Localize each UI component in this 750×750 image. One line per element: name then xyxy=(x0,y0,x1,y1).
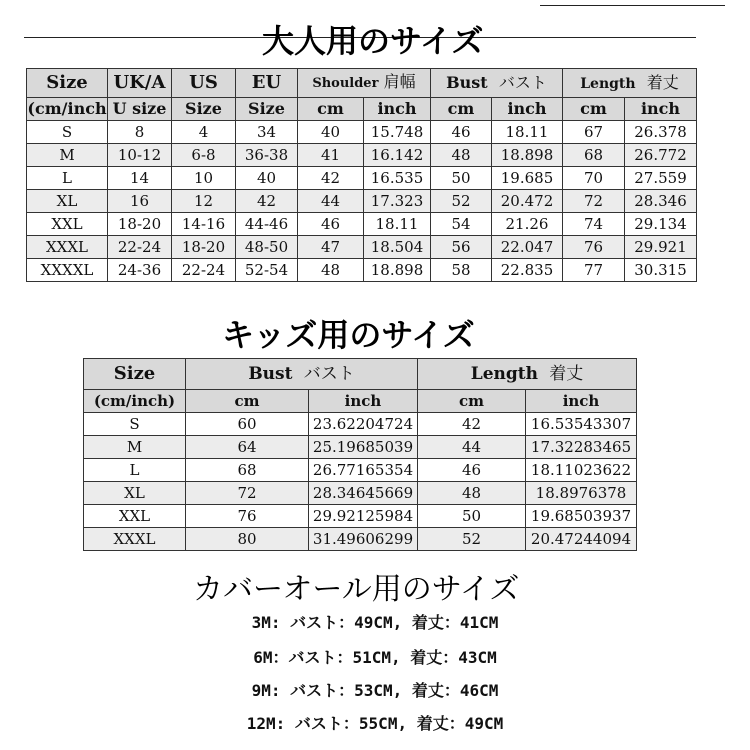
kids-table-row xyxy=(84,482,637,505)
adult-table-cell: 18.11 xyxy=(492,121,563,144)
adult-table-cell: 16.142 xyxy=(364,144,431,167)
adult-table-cell: 19.685 xyxy=(492,167,563,190)
adult-header-row xyxy=(27,69,697,98)
kids-table-cell: 68 xyxy=(186,459,309,482)
adult-table-cell: 67 xyxy=(563,121,625,144)
adult-table-cell: 16 xyxy=(108,190,172,213)
kids-table-cell: 80 xyxy=(186,528,309,551)
adult-table-cell: 8 xyxy=(108,121,172,144)
adult-table-row xyxy=(27,259,697,282)
kids-table-cell: 76 xyxy=(186,505,309,528)
adult-table-cell: 48 xyxy=(298,259,364,282)
adult-length-label: Length xyxy=(580,75,636,92)
adult-shoulder-label: Shoulder xyxy=(312,76,379,91)
adult-bust-label: Bust xyxy=(446,73,488,92)
adult-table-cell: 18.898 xyxy=(492,144,563,167)
adult-table-cell: 18.504 xyxy=(364,236,431,259)
kids-table-cell: 26.77165354 xyxy=(309,459,418,482)
kids-size-table xyxy=(83,358,637,551)
adult-bust-jp: バスト xyxy=(498,73,547,92)
adult-table-cell: 22.047 xyxy=(492,236,563,259)
kids-table-row xyxy=(84,459,637,482)
adult-table-cell: 56 xyxy=(431,236,492,259)
kids-table-cell: XL xyxy=(84,482,186,505)
coverall-line-3m: 3M: バスト：49CM, 着丈：41CM xyxy=(251,613,499,632)
adult-table-cell: 24-36 xyxy=(108,259,172,282)
adult-table-cell: 12 xyxy=(172,190,236,213)
kids-table-cell: 44 xyxy=(418,436,526,459)
adult-table-cell: 22-24 xyxy=(108,236,172,259)
adult-table-cell: XXL xyxy=(27,213,108,236)
adult-table-cell: 4 xyxy=(172,121,236,144)
kids-table-cell: M xyxy=(84,436,186,459)
kids-table-cell: 42 xyxy=(418,413,526,436)
adult-shoulder-jp: 肩幅 xyxy=(383,72,416,91)
kids-table-cell: 17.32283465 xyxy=(526,436,637,459)
adult-table-row xyxy=(27,190,697,213)
kids-table-cell: 20.47244094 xyxy=(526,528,637,551)
adult-table-cell: 26.772 xyxy=(625,144,697,167)
kids-header-row xyxy=(84,359,637,390)
adult-table-cell: 15.748 xyxy=(364,121,431,144)
kids-table-row xyxy=(84,413,637,436)
adult-table-cell: 27.559 xyxy=(625,167,697,190)
kids-length-jp: 着丈 xyxy=(549,364,584,384)
adult-table-cell: 40 xyxy=(298,121,364,144)
adult-table-cell: 10 xyxy=(172,167,236,190)
adult-table-cell: 47 xyxy=(298,236,364,259)
adult-table-cell: L xyxy=(27,167,108,190)
adult-length-jp: 着丈 xyxy=(646,72,679,92)
kids-length-header xyxy=(418,359,637,390)
adult-table-cell: 18-20 xyxy=(172,236,236,259)
kids-table-cell: 60 xyxy=(186,413,309,436)
kids-table-cell: 23.62204724 xyxy=(309,413,418,436)
kids-table-cell: 28.34645669 xyxy=(309,482,418,505)
kids-table-cell: 31.49606299 xyxy=(309,528,418,551)
adult-table-cell: 29.134 xyxy=(625,213,697,236)
kids-size-unit: (cm/inch) xyxy=(84,390,186,413)
adult-uk-sub: U size xyxy=(108,98,172,121)
adult-length-header xyxy=(563,69,697,98)
adult-table-row xyxy=(27,236,697,259)
kids-bust-header xyxy=(186,359,418,390)
adult-table-cell: 68 xyxy=(563,144,625,167)
adult-table-cell: 48 xyxy=(431,144,492,167)
adult-table-cell: XL xyxy=(27,190,108,213)
kids-table-cell: 46 xyxy=(418,459,526,482)
adult-size-title: 大人用のサイズ xyxy=(262,22,484,60)
adult-eu-sub: Size xyxy=(236,98,298,121)
kids-bust-cm: cm xyxy=(186,390,309,413)
adult-table-row xyxy=(27,213,697,236)
adult-table-cell: 14-16 xyxy=(172,213,236,236)
adult-table-cell: 10-12 xyxy=(108,144,172,167)
kids-table-cell: 19.68503937 xyxy=(526,505,637,528)
kids-bust-label: Bust xyxy=(248,364,293,384)
kids-table-cell: 25.19685039 xyxy=(309,436,418,459)
kids-table-cell: 18.11023622 xyxy=(526,459,637,482)
adult-table-cell: 42 xyxy=(298,167,364,190)
kids-length-cm: cm xyxy=(418,390,526,413)
adult-table-cell: 17.323 xyxy=(364,190,431,213)
adult-bust-cm: cm xyxy=(431,98,492,121)
kids-size-title: キッズ用のサイズ xyxy=(222,316,475,354)
adult-table-cell: 50 xyxy=(431,167,492,190)
adult-table-cell: 18-20 xyxy=(108,213,172,236)
adult-table-cell: 42 xyxy=(236,190,298,213)
adult-us-header: US xyxy=(172,69,236,98)
adult-bust-header xyxy=(431,69,563,98)
kids-table-row xyxy=(84,528,637,551)
coverall-line-9m: 9M: バスト：53CM, 着丈：46CM xyxy=(251,681,499,700)
adult-table-cell: 22.835 xyxy=(492,259,563,282)
adult-table-row xyxy=(27,144,697,167)
adult-uk-header: UK/A xyxy=(108,69,172,98)
adult-table-cell: 72 xyxy=(563,190,625,213)
adult-shoulder-header xyxy=(298,69,431,98)
adult-table-cell: 74 xyxy=(563,213,625,236)
adult-table-cell: 46 xyxy=(298,213,364,236)
kids-table-cell: S xyxy=(84,413,186,436)
adult-us-sub: Size xyxy=(172,98,236,121)
adult-table-cell: 48-50 xyxy=(236,236,298,259)
adult-table-cell: 41 xyxy=(298,144,364,167)
adult-table-cell: 52 xyxy=(431,190,492,213)
adult-table-cell: 46 xyxy=(431,121,492,144)
adult-shoulder-cm: cm xyxy=(298,98,364,121)
adult-table-cell: 52-54 xyxy=(236,259,298,282)
kids-table-cell: XXXL xyxy=(84,528,186,551)
adult-length-cm: cm xyxy=(563,98,625,121)
kids-length-label: Length xyxy=(470,364,539,384)
kids-subheader-row xyxy=(84,390,637,413)
kids-table-cell: 72 xyxy=(186,482,309,505)
adult-table-cell: 22-24 xyxy=(172,259,236,282)
coverall-line-6m: 6M：バスト：51CM, 着丈：43CM xyxy=(253,648,497,667)
adult-table-cell: S xyxy=(27,121,108,144)
adult-table-cell: 18.898 xyxy=(364,259,431,282)
adult-table-cell: 34 xyxy=(236,121,298,144)
adult-table-cell: 54 xyxy=(431,213,492,236)
kids-table-cell: 16.53543307 xyxy=(526,413,637,436)
kids-table-row xyxy=(84,505,637,528)
kids-table-cell: 52 xyxy=(418,528,526,551)
top-right-rule xyxy=(540,5,725,6)
kids-table-row xyxy=(84,436,637,459)
adult-table-cell: 29.921 xyxy=(625,236,697,259)
adult-size-table xyxy=(26,68,697,282)
kids-table-cell: 50 xyxy=(418,505,526,528)
kids-rows xyxy=(84,413,637,551)
kids-table-cell: 48 xyxy=(418,482,526,505)
adult-shoulder-inch: inch xyxy=(364,98,431,121)
kids-length-inch: inch xyxy=(526,390,637,413)
adult-table-cell: 21.26 xyxy=(492,213,563,236)
kids-table-cell: 18.8976378 xyxy=(526,482,637,505)
adult-table-cell: 76 xyxy=(563,236,625,259)
adult-table-cell: 36-38 xyxy=(236,144,298,167)
adult-table-cell: 16.535 xyxy=(364,167,431,190)
adult-table-cell: 77 xyxy=(563,259,625,282)
kids-bust-jp: バスト xyxy=(303,364,355,384)
adult-table-cell: 18.11 xyxy=(364,213,431,236)
kids-table-cell: 29.92125984 xyxy=(309,505,418,528)
coverall-line-12m: 12M: バスト：55CM, 着丈：49CM xyxy=(246,714,504,733)
coverall-size-title: カバーオール用のサイズ xyxy=(193,572,520,607)
adult-size-header: Size xyxy=(27,69,108,98)
kids-bust-inch: inch xyxy=(309,390,418,413)
adult-table-cell: 44-46 xyxy=(236,213,298,236)
adult-table-cell: 26.378 xyxy=(625,121,697,144)
kids-size-header: Size xyxy=(84,359,186,390)
adult-subheader-row xyxy=(27,98,697,121)
kids-table-cell: L xyxy=(84,459,186,482)
adult-table-cell: 6-8 xyxy=(172,144,236,167)
adult-table-row xyxy=(27,121,697,144)
adult-bust-inch: inch xyxy=(492,98,563,121)
adult-table-cell: 40 xyxy=(236,167,298,190)
adult-table-cell: 58 xyxy=(431,259,492,282)
adult-length-inch: inch xyxy=(625,98,697,121)
adult-table-cell: XXXL xyxy=(27,236,108,259)
adult-table-cell: 20.472 xyxy=(492,190,563,213)
adult-table-cell: M xyxy=(27,144,108,167)
kids-table-cell: 64 xyxy=(186,436,309,459)
adult-table-cell: 28.346 xyxy=(625,190,697,213)
adult-table-row xyxy=(27,167,697,190)
adult-size-unit: (cm/inch xyxy=(27,98,108,121)
kids-table-cell: XXL xyxy=(84,505,186,528)
adult-rows xyxy=(27,121,697,282)
adult-table-cell: XXXXL xyxy=(27,259,108,282)
adult-table-cell: 14 xyxy=(108,167,172,190)
adult-table-cell: 44 xyxy=(298,190,364,213)
adult-table-cell: 70 xyxy=(563,167,625,190)
adult-table-cell: 30.315 xyxy=(625,259,697,282)
adult-eu-header: EU xyxy=(236,69,298,98)
